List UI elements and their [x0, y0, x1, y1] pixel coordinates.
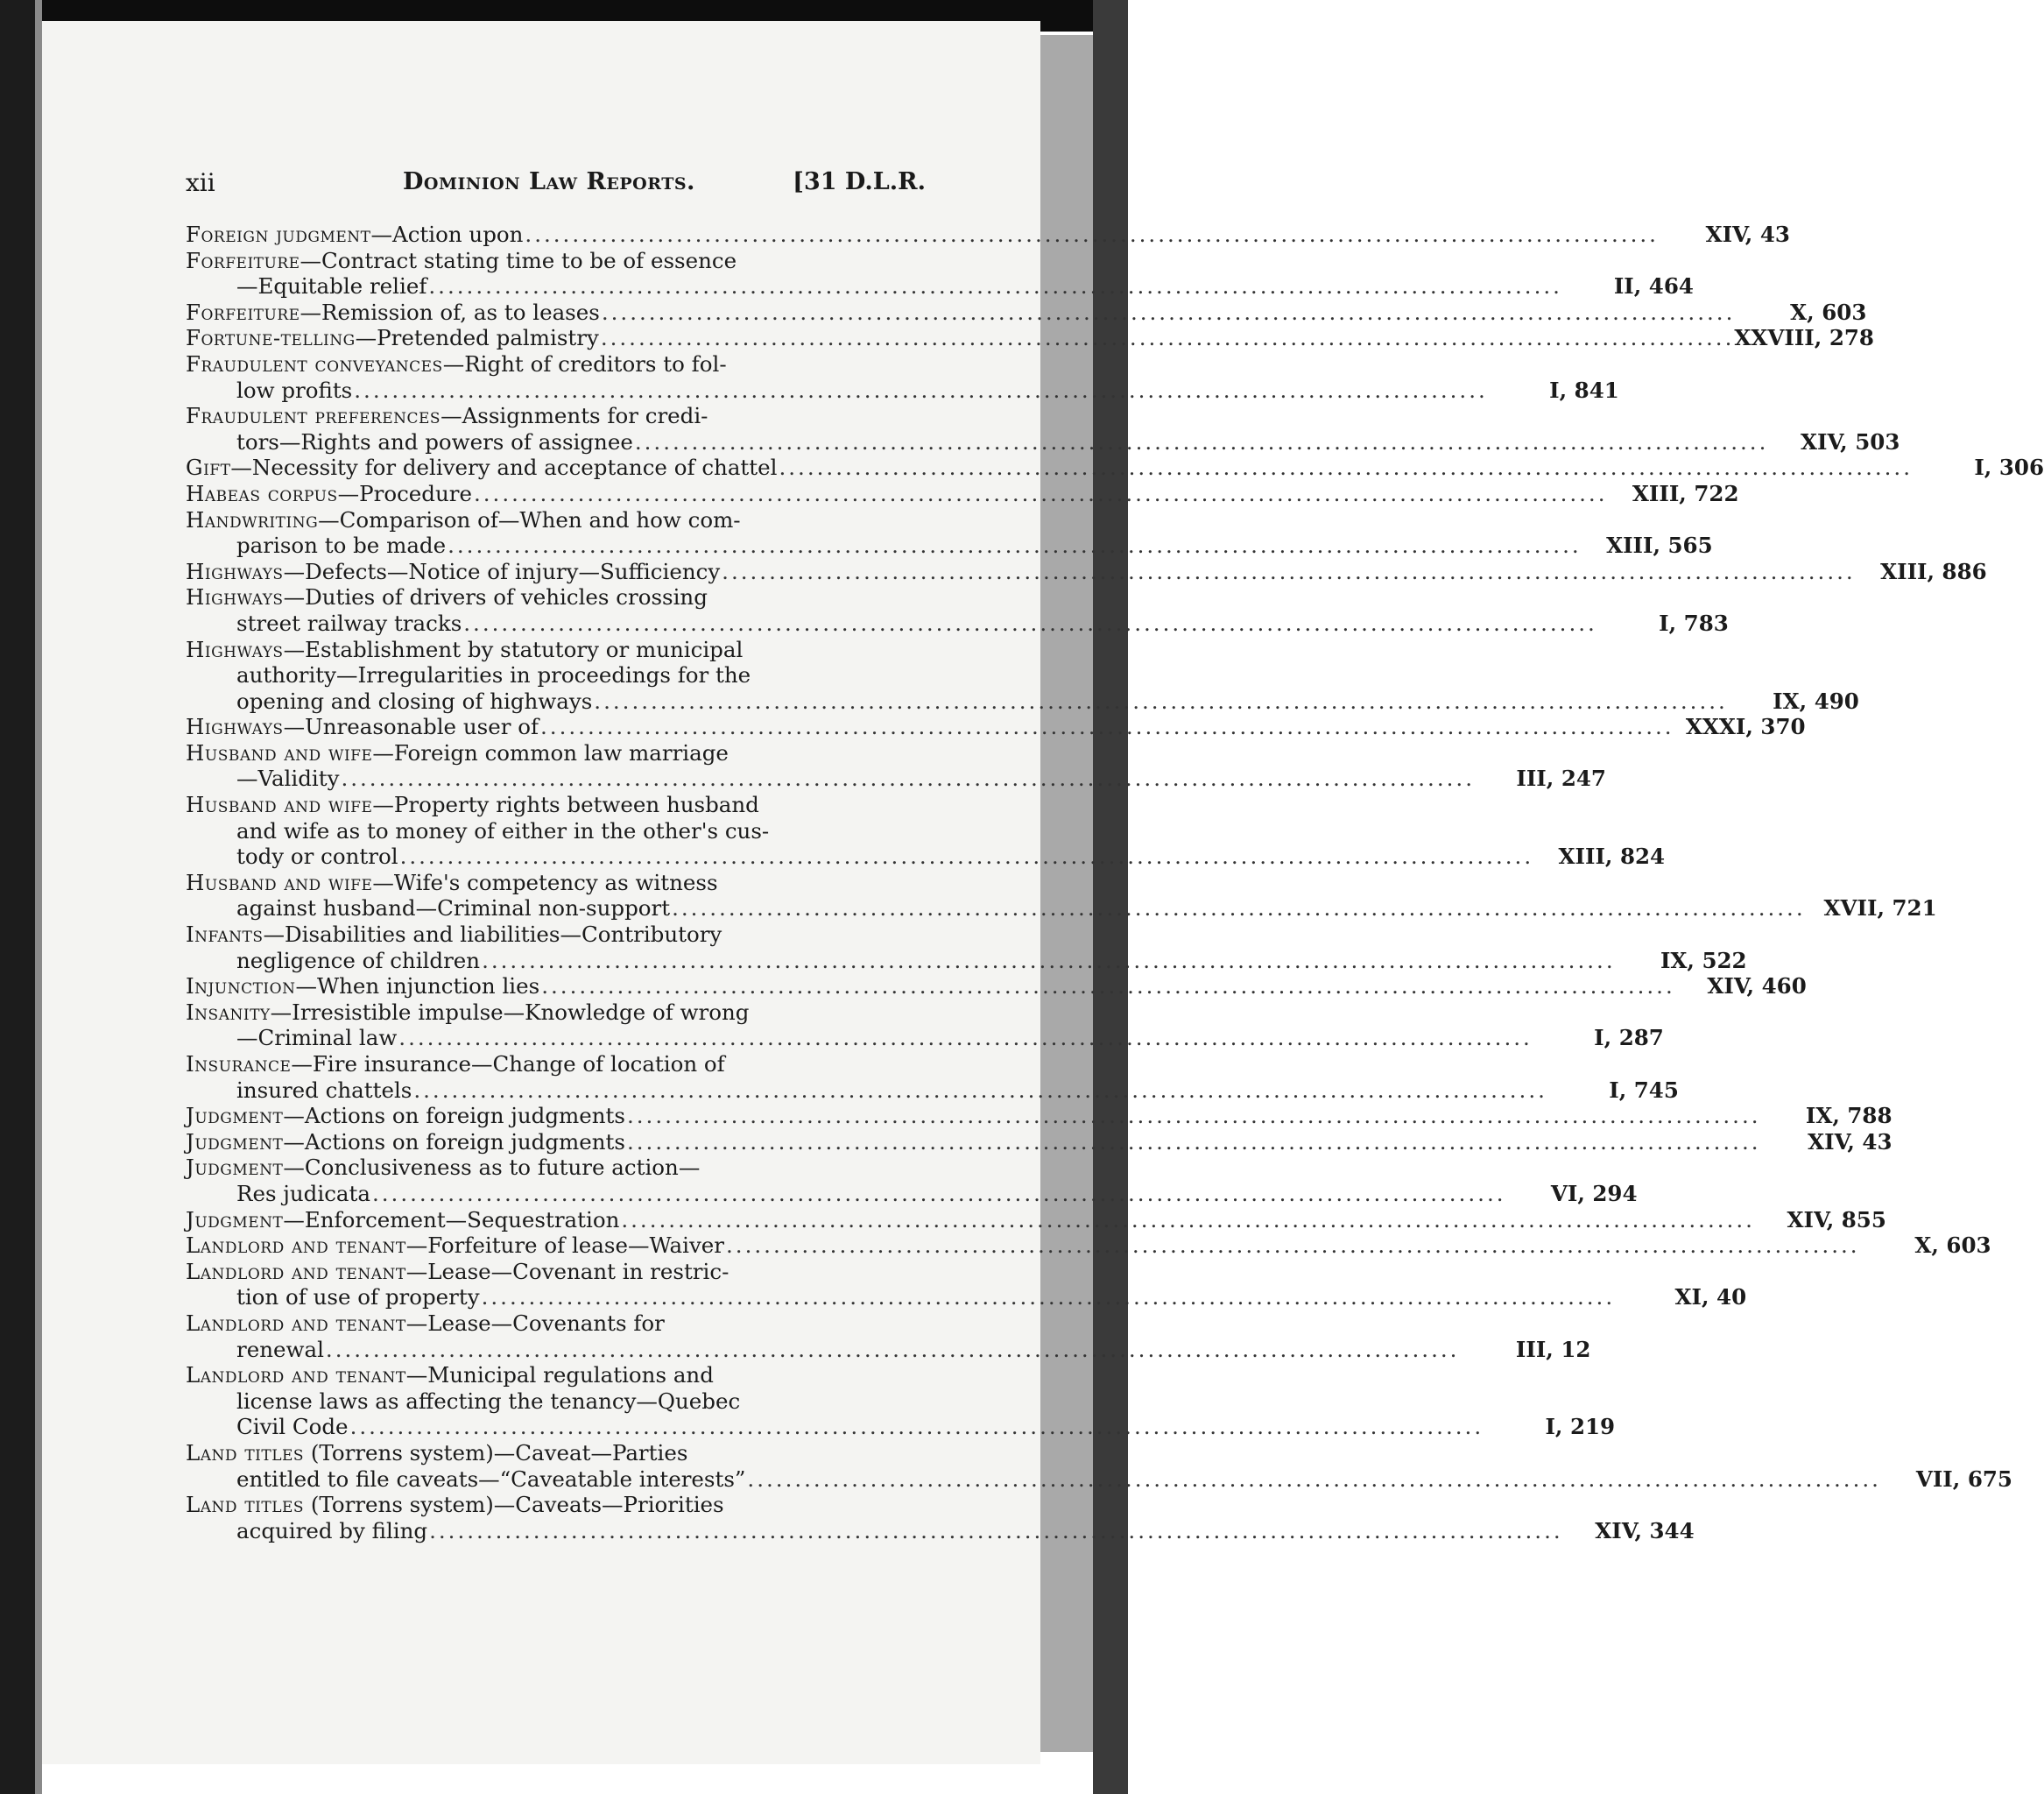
leader-dots: ........................................................................................................................ — [354, 377, 1488, 403]
entry-line — [186, 1180, 1638, 1207]
entry-text — [236, 378, 352, 404]
entry-description: against husband—Criminal non-support — [236, 895, 671, 922]
entry-text — [186, 1103, 625, 1129]
entry-line — [186, 1232, 1991, 1259]
entry-description: —Defects—Notice of injury—Sufficiency — [283, 558, 721, 584]
entry-description: —Disabilities and liabilities—Contributory — [263, 922, 722, 948]
entry-text — [186, 455, 777, 481]
index-entry — [186, 403, 1900, 455]
scan-left-border — [0, 0, 35, 1794]
entry-text — [236, 1414, 349, 1440]
entry-line — [186, 222, 1790, 248]
entry-text — [186, 248, 737, 273]
volume-page-reference: XIV, 855 — [1787, 1206, 1886, 1232]
index-entry — [186, 714, 1806, 740]
entry-text — [236, 1077, 412, 1104]
leader-dots: ........................................................................................................................ — [448, 533, 1582, 559]
entry-line — [186, 922, 926, 948]
entry-heading: Highways — [186, 636, 284, 662]
entry-text — [236, 1388, 740, 1414]
entry-description: street railway tracks — [236, 610, 462, 636]
entry-description: —Validity — [236, 766, 340, 792]
volume-page-reference: I, 841 — [1549, 377, 1619, 403]
leader-dots: ........................................................................................................................ — [540, 714, 1674, 740]
leader-dots: ........................................................................................................................ — [525, 222, 1659, 247]
volume-page-reference: VI, 294 — [1550, 1180, 1638, 1206]
running-title: Dominion Law Reports. — [403, 168, 695, 195]
entry-line — [186, 1155, 926, 1181]
entry-line — [186, 714, 1806, 740]
index-entry — [186, 1128, 1892, 1155]
volume-page-reference: XIV, 344 — [1595, 1517, 1695, 1543]
index-entry — [186, 480, 1739, 507]
index-entry — [186, 455, 2044, 481]
entry-line — [186, 1492, 926, 1518]
index-entry — [186, 1439, 2012, 1492]
index-entry — [186, 222, 1790, 248]
leader-dots: ........................................................................................................................ — [541, 973, 1675, 999]
entry-text — [186, 1232, 724, 1259]
entry-heading: Gift — [186, 455, 231, 481]
volume-reference: [31 D.L.R. — [793, 168, 926, 195]
entry-line — [186, 299, 1867, 326]
entry-text — [186, 922, 722, 947]
leader-dots: ........................................................................................................................ — [634, 428, 1769, 455]
index-entry — [186, 1310, 1591, 1362]
entry-line — [186, 1517, 1695, 1544]
leader-dots: ........................................................................................................................ — [626, 1103, 1761, 1129]
entry-description: —Contract stating time to be of essence — [300, 247, 737, 273]
entry-line — [186, 947, 1747, 974]
entry-line — [186, 973, 1807, 999]
entry-description: —Fire insurance—Change of location of — [291, 1051, 725, 1077]
entry-heading: Land titles — [186, 1492, 305, 1518]
entry-text — [236, 1181, 370, 1207]
entry-heading: Insanity — [186, 999, 271, 1025]
entry-description: authority—Irregularities in proceedings for the — [236, 662, 751, 689]
entry-line — [186, 533, 1713, 559]
entry-text — [236, 844, 398, 870]
entry-line — [186, 818, 926, 844]
entry-heading: Fraudulent preferences — [186, 403, 441, 429]
entry-text — [236, 533, 446, 559]
volume-page-reference: XIII, 824 — [1558, 844, 1666, 870]
leader-dots: ........................................................................................................................ — [481, 1284, 1616, 1310]
entry-text — [236, 948, 480, 974]
entry-line — [186, 766, 1606, 792]
volume-page-reference: I, 287 — [1594, 1025, 1664, 1051]
entry-description: —Pretended palmistry — [355, 325, 599, 351]
volume-page-reference: XXVIII, 278 — [1734, 325, 1874, 351]
index-entry — [186, 869, 1937, 922]
volume-page-reference: I, 219 — [1545, 1414, 1616, 1440]
entry-line — [186, 1336, 1591, 1363]
entry-line — [186, 273, 1694, 300]
leader-dots: ........................................................................................................................ — [428, 273, 1562, 300]
entry-description: —Lease—Covenants for — [405, 1310, 665, 1336]
leader-dots: ........................................................................................................................ — [341, 766, 1475, 792]
entry-text — [186, 999, 749, 1025]
entry-description: —Action upon — [370, 222, 524, 247]
leader-dots: ........................................................................................................................ — [722, 558, 1856, 584]
entry-text — [186, 584, 708, 610]
entry-heading: Landlord and tenant — [186, 1310, 406, 1336]
entry-heading: Judgment — [186, 1155, 284, 1181]
entry-text — [236, 1025, 397, 1051]
entry-heading: Injunction — [186, 973, 296, 999]
entry-description: Civil Code — [236, 1414, 349, 1440]
volume-page-reference: IX, 788 — [1805, 1103, 1892, 1129]
volume-page-reference: I, 783 — [1659, 610, 1729, 636]
entry-line — [186, 1077, 1679, 1104]
entry-line — [186, 455, 2044, 481]
entry-heading: Husband and wife — [186, 869, 373, 895]
scan-left-edge — [35, 0, 42, 1794]
entry-text — [186, 222, 523, 248]
entry-text — [236, 662, 751, 688]
entry-text — [186, 1492, 724, 1517]
index-entry — [186, 973, 1807, 999]
entry-line — [186, 637, 926, 663]
volume-page-reference: X, 603 — [1790, 299, 1867, 325]
entry-description: —Right of creditors to fol- — [442, 350, 727, 377]
entry-description: Res judicata — [236, 1180, 370, 1206]
entry-description: —Comparison of—When and how com- — [318, 506, 741, 533]
leader-dots: ........................................................................................................................ — [482, 947, 1616, 973]
entry-text — [186, 637, 743, 662]
leader-dots: ........................................................................................................................ — [601, 299, 1736, 325]
index-entry — [186, 299, 1867, 326]
entry-description: (Torrens system)—Caveats—Priorities — [304, 1492, 724, 1518]
entry-line — [186, 1284, 1747, 1310]
entry-text — [186, 300, 600, 326]
entry-text — [236, 1518, 427, 1544]
entry-line — [186, 507, 926, 533]
entry-heading: Husband and wife — [186, 739, 373, 766]
entry-heading: Landlord and tenant — [186, 1362, 406, 1388]
entry-line — [186, 740, 926, 766]
entry-line — [186, 792, 926, 818]
entry-description: acquired by filing — [236, 1517, 428, 1543]
entry-line — [186, 1025, 1664, 1051]
entry-text — [236, 818, 769, 844]
entry-description: opening and closing of highways — [236, 688, 593, 714]
index-entry — [186, 506, 1713, 559]
index-entry — [186, 325, 1874, 351]
entry-description: (Torrens system)—Caveat—Parties — [304, 1439, 688, 1466]
entry-text — [186, 1051, 725, 1077]
entry-line — [186, 248, 926, 274]
entry-heading: Infants — [186, 922, 264, 948]
entry-line — [186, 1362, 926, 1388]
leader-dots: ........................................................................................................................ — [672, 895, 1806, 922]
entry-description: entitled to file caveats—“Caveatable interests” — [236, 1466, 746, 1492]
index-entry — [186, 922, 1747, 973]
volume-page-reference: VII, 675 — [1915, 1466, 2012, 1492]
entry-heading: Fortune-telling — [186, 325, 356, 351]
leader-dots: ........................................................................................................................ — [349, 1414, 1484, 1440]
entry-text — [186, 1310, 665, 1336]
entry-description: —Irresistible impulse—Knowledge of wrong — [270, 999, 750, 1025]
leader-dots: ........................................................................................................................ — [626, 1128, 1761, 1155]
page-number: xii — [186, 168, 215, 197]
entry-heading: Judgment — [186, 1128, 284, 1155]
volume-page-reference: III, 12 — [1515, 1336, 1591, 1362]
entry-text — [236, 611, 462, 637]
entry-line — [186, 1051, 926, 1077]
running-header — [186, 163, 926, 207]
entry-line — [186, 662, 926, 689]
entry-description: —Conclusiveness as to future action— — [283, 1155, 701, 1181]
volume-page-reference: XIII, 886 — [1880, 558, 1987, 584]
entry-heading: Forfeiture — [186, 299, 300, 325]
entry-line — [186, 1103, 1892, 1129]
entry-description: —Actions on foreign judgments — [283, 1103, 625, 1129]
entry-heading: Forfeiture — [186, 247, 300, 273]
leader-dots: ........................................................................................................................ — [726, 1232, 1860, 1259]
entry-line — [186, 870, 926, 896]
entry-text — [186, 1155, 700, 1180]
entry-line — [186, 428, 1900, 456]
entry-heading: Highways — [186, 714, 284, 740]
index-entry — [186, 739, 1606, 792]
entry-description: tody or control — [236, 844, 398, 870]
entry-description: tors—Rights and powers of assignee — [236, 428, 633, 455]
volume-page-reference: III, 247 — [1516, 766, 1606, 792]
entry-description: and wife as to money of either in the other's cus- — [236, 817, 770, 844]
entry-description: —Equitable relief — [236, 273, 427, 300]
volume-page-reference: IX, 522 — [1660, 947, 1747, 973]
entry-text — [186, 325, 599, 351]
entry-text — [186, 714, 539, 740]
entry-description: —When injunction lies — [295, 973, 540, 999]
entry-line — [186, 1466, 2012, 1493]
leader-dots: ........................................................................................................................ — [325, 1336, 1460, 1362]
leader-dots: ........................................................................................................................ — [600, 325, 1735, 351]
entry-text — [186, 403, 708, 428]
index-entry — [186, 1492, 1695, 1543]
entry-text — [236, 273, 426, 300]
entry-description: license laws as affecting the tenancy—Quebec — [236, 1388, 741, 1414]
index-entry — [186, 1103, 1892, 1129]
volume-page-reference: I, 745 — [1609, 1077, 1679, 1103]
entry-text — [186, 1440, 687, 1466]
volume-page-reference: XXXI, 370 — [1685, 714, 1806, 740]
entry-text — [186, 1207, 619, 1233]
entry-description: —Lease—Covenant in restric- — [405, 1258, 729, 1284]
leader-dots: ........................................................................................................................ — [779, 455, 1914, 481]
index-entry — [186, 1155, 1638, 1206]
entry-heading: Husband and wife — [186, 792, 373, 818]
index-entry — [186, 1258, 1747, 1310]
entry-line — [186, 1310, 926, 1337]
entry-text — [236, 1337, 324, 1363]
entry-heading: Judgment — [186, 1206, 284, 1232]
entry-description: —Necessity for delivery and acceptance of chattel — [230, 455, 778, 481]
entry-description: parison to be made — [236, 533, 447, 559]
entry-description: insured chattels — [236, 1077, 412, 1103]
entry-line — [186, 1440, 926, 1466]
volume-page-reference: I, 306 — [1974, 455, 2044, 481]
index-entry — [186, 1232, 1991, 1259]
entry-text — [186, 973, 539, 999]
entry-description: —Procedure — [337, 480, 472, 506]
entry-description: tion of use of property — [236, 1284, 480, 1310]
entry-heading: Highways — [186, 558, 284, 584]
entry-text — [186, 792, 759, 817]
entry-line — [186, 1128, 1892, 1155]
entry-text — [236, 1466, 745, 1493]
entry-heading: Insurance — [186, 1051, 292, 1077]
leader-dots: ........................................................................................................................ — [473, 480, 1608, 506]
entry-line — [186, 558, 1987, 585]
entry-description: —Wife's competency as witness — [372, 869, 718, 895]
entry-line — [186, 584, 926, 611]
entry-heading: Habeas corpus — [186, 480, 338, 506]
entry-description: —Unreasonable user of — [283, 714, 539, 740]
volume-page-reference: XIV, 460 — [1707, 973, 1807, 999]
leader-dots: ........................................................................................................................ — [594, 688, 1728, 714]
entry-heading: Land titles — [186, 1439, 305, 1466]
entry-heading: Fraudulent conveyances — [186, 350, 443, 377]
entry-line — [186, 351, 926, 378]
entry-text — [186, 740, 729, 766]
entry-text — [186, 1362, 714, 1388]
volume-page-reference: XIII, 565 — [1606, 533, 1713, 559]
entry-description: —Forfeiture of lease—Waiver — [405, 1232, 725, 1259]
entry-description: —Actions on foreign judgments — [283, 1128, 625, 1155]
entry-text — [186, 507, 741, 533]
entry-line — [186, 610, 1729, 637]
entry-description: —Duties of drivers of vehicles crossing — [283, 584, 708, 611]
entry-line — [186, 480, 1739, 507]
entry-line — [186, 325, 1874, 351]
entry-text — [236, 766, 339, 792]
index-entry — [186, 1051, 1679, 1103]
leader-dots: ........................................................................................................................ — [399, 844, 1534, 870]
entry-description: —Foreign common law marriage — [372, 739, 729, 766]
entry-line — [186, 999, 926, 1026]
entry-text — [186, 559, 720, 585]
entry-line — [186, 844, 1666, 870]
entry-text — [236, 895, 670, 922]
entry-line — [186, 1206, 1886, 1233]
entry-description: —Remission of, as to leases — [300, 299, 600, 325]
entry-line — [186, 1414, 1616, 1440]
index-entry — [186, 792, 1666, 870]
entry-text — [186, 481, 472, 507]
volume-page-reference: X, 603 — [1914, 1232, 1991, 1259]
leader-dots: ........................................................................................................................ — [463, 610, 1597, 636]
entry-line — [186, 1388, 926, 1415]
index-entry — [186, 558, 1987, 585]
entry-description: —Enforcement—Sequestration — [283, 1206, 620, 1232]
leader-dots: ........................................................................................................................ — [621, 1206, 1755, 1232]
entry-heading: Judgment — [186, 1103, 284, 1129]
index-entry — [186, 999, 1664, 1051]
entry-heading: Landlord and tenant — [186, 1258, 406, 1284]
entry-line — [186, 688, 1859, 715]
entry-description: —Criminal law — [236, 1025, 398, 1051]
leader-dots: ........................................................................................................................ — [413, 1077, 1547, 1103]
volume-page-reference: XVII, 721 — [1823, 895, 1937, 922]
leader-dots: ........................................................................................................................ — [429, 1517, 1563, 1543]
index-entry — [186, 584, 1729, 636]
entry-heading: Highways — [186, 584, 284, 611]
volume-page-reference: XI, 40 — [1674, 1284, 1747, 1310]
volume-page-reference: II, 464 — [1613, 273, 1694, 300]
volume-page-reference: IX, 490 — [1773, 688, 1859, 714]
entry-line — [186, 1259, 926, 1285]
entry-description: —Municipal regulations and — [405, 1362, 714, 1388]
index-entry-list — [186, 222, 2044, 1543]
entry-description: —Assignments for credi- — [441, 403, 708, 429]
entry-text — [236, 429, 633, 456]
entry-description: renewal — [236, 1336, 324, 1362]
entry-description: low profits — [236, 377, 353, 403]
leader-dots: ........................................................................................................................ — [398, 1025, 1533, 1051]
entry-line — [186, 377, 1619, 404]
entry-description: —Establishment by statutory or municipal — [283, 636, 744, 662]
volume-page-reference: XIV, 43 — [1808, 1128, 1892, 1155]
leader-dots: ........................................................................................................................ — [747, 1466, 1881, 1492]
entry-line — [186, 403, 926, 429]
index-entry — [186, 1206, 1886, 1233]
index-entry — [186, 1362, 1616, 1440]
entry-heading: Foreign judgment — [186, 222, 371, 247]
index-entry — [186, 636, 1859, 715]
index-entry — [186, 247, 1694, 300]
entry-description: negligence of children — [236, 947, 481, 973]
entry-text — [236, 689, 592, 715]
entry-text — [186, 351, 727, 377]
entry-description: —Property rights between husband — [372, 792, 759, 818]
volume-page-reference: XIII, 722 — [1632, 480, 1739, 506]
leader-dots: ........................................................................................................................ — [371, 1180, 1506, 1206]
entry-line — [186, 895, 1937, 922]
entry-heading: Landlord and tenant — [186, 1232, 406, 1259]
entry-text — [186, 1259, 729, 1284]
volume-page-reference: XIV, 503 — [1800, 428, 1900, 455]
entry-text — [186, 1129, 625, 1155]
volume-page-reference: XIV, 43 — [1705, 222, 1790, 247]
entry-text — [186, 870, 718, 895]
entry-text — [236, 1284, 480, 1310]
entry-heading: Handwriting — [186, 506, 319, 533]
index-entry — [186, 350, 1619, 403]
